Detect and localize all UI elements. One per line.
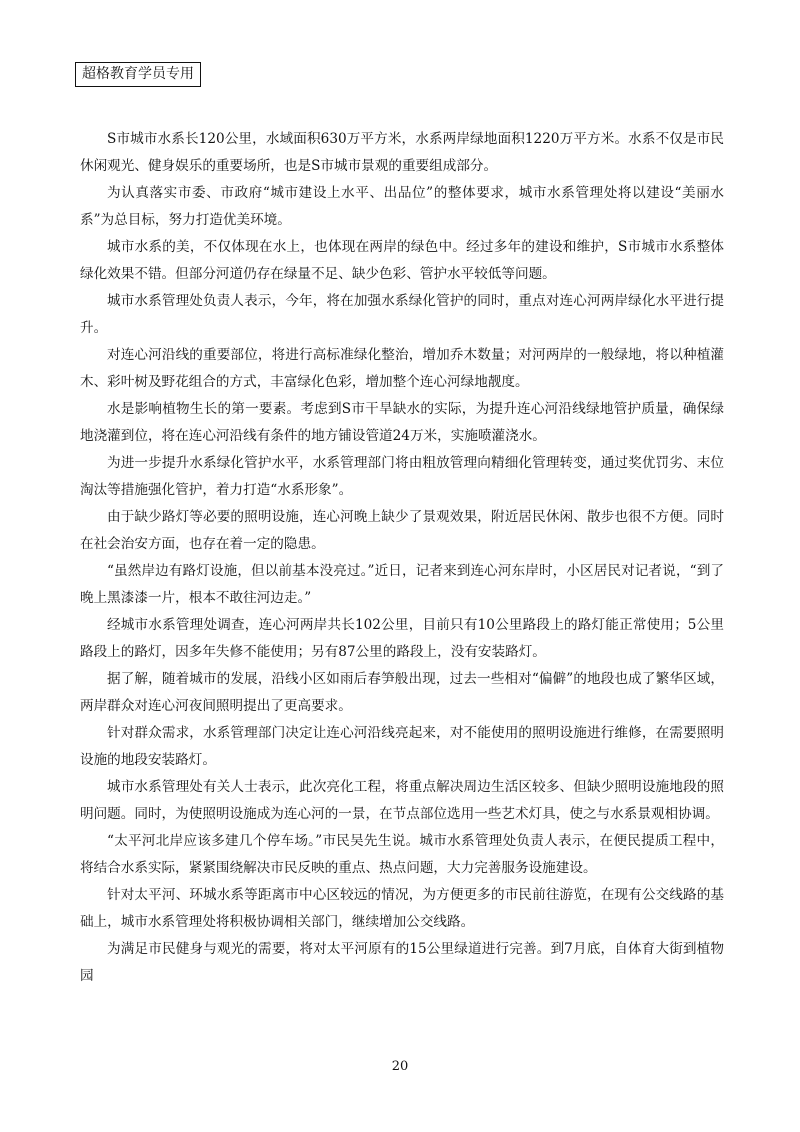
paragraph: 为进一步提升水系绿化管护水平，水系管理部门将由粗放管理向精细化管理转变，通过奖优罚劣、末位淘汰等措施强化管护，着力打造“水系形象”。 xyxy=(80,455,724,498)
paragraph: 针对太平河、环城水系等距离市中心区较远的情况，为方便更多的市民前往游览，在现有公交线路的基础上，城市水系管理处将积极协调相关部门，继续增加公交线路。 xyxy=(80,887,724,930)
paragraph: 据了解，随着城市的发展，沿线小区如雨后春笋般出现，过去一些相对“偏僻”的地段也成了繁华区域，两岸群众对连心河夜间照明提出了更高要求。 xyxy=(80,671,724,714)
page-number: 20 xyxy=(391,1059,409,1074)
watermark-stamp: 超格教育学员专用 xyxy=(75,62,201,87)
paragraph: 为认真落实市委、市政府“城市建设上水平、出品位”的整体要求，城市水系管理处将以建设“美丽水系”为总目标，努力打造优美环境。 xyxy=(80,185,724,228)
paragraph: 城市水系的美，不仅体现在水上，也体现在两岸的绿色中。经过多年的建设和维护，S市城市水系整体绿化效果不错。但部分河道仍存在绿量不足、缺少色彩、管护水平较低等问题。 xyxy=(80,239,724,282)
paragraph: 经城市水系管理处调查，连心河两岸共长102公里，目前只有10公里路段上的路灯能正常使用；5公里路段上的路灯，因多年失修不能使用；另有87公里的路段上，没有安装路灯。 xyxy=(80,617,724,660)
article-body xyxy=(80,126,724,990)
paragraph: 为满足市民健身与观光的需要，将对太平河原有的15公里绿道进行完善。到7月底，自体育大街到植物园 xyxy=(80,941,724,984)
paragraph: 由于缺少路灯等必要的照明设施，连心河晚上缺少了景观效果，附近居民休闲、散步也很不方便。同时在社会治安方面，也存在着一定的隐患。 xyxy=(80,509,724,552)
paragraph: 城市水系管理处有关人士表示，此次亮化工程，将重点解决周边生活区较多、但缺少照明设施地段的照明问题。同时，为使照明设施成为连心河的一景，在节点部位选用一些艺术灯具，使之与水系景观相协调。 xyxy=(80,779,724,822)
paragraph: “虽然岸边有路灯设施，但以前基本没亮过。”近日，记者来到连心河东岸时，小区居民对记者说，“到了晚上黑漆漆一片，根本不敢往河边走。” xyxy=(80,563,724,606)
paragraph: “太平河北岸应该多建几个停车场。”市民吴先生说。城市水系管理处负责人表示，在便民提质工程中，将结合水系实际，紧紧围绕解决市民反映的重点、热点问题，大力完善服务设施建设。 xyxy=(80,833,724,876)
paragraph: 对连心河沿线的重要部位，将进行高标准绿化整治，增加乔木数量；对河两岸的一般绿地，将以种植灌木、彩叶树及野花组合的方式，丰富绿化色彩，增加整个连心河绿地靓度。 xyxy=(80,347,724,390)
paragraph: S市城市水系长120公里，水域面积630万平方米，水系两岸绿地面积1220万平方米。水系不仅是市民休闲观光、健身娱乐的重要场所，也是S市城市景观的重要组成部分。 xyxy=(80,131,724,174)
paragraph: 水是影响植物生长的第一要素。考虑到S市干旱缺水的实际，为提升连心河沿线绿地管护质量，确保绿地浇灌到位，将在连心河沿线有条件的地方铺设管道24万米，实施喷灌浇水。 xyxy=(80,401,724,444)
paragraph: 城市水系管理处负责人表示，今年，将在加强水系绿化管护的同时，重点对连心河两岸绿化水平进行提升。 xyxy=(80,293,724,336)
paragraph: 针对群众需求，水系管理部门决定让连心河沿线亮起来，对不能使用的照明设施进行维修，在需要照明设施的地段安装路灯。 xyxy=(80,725,724,768)
